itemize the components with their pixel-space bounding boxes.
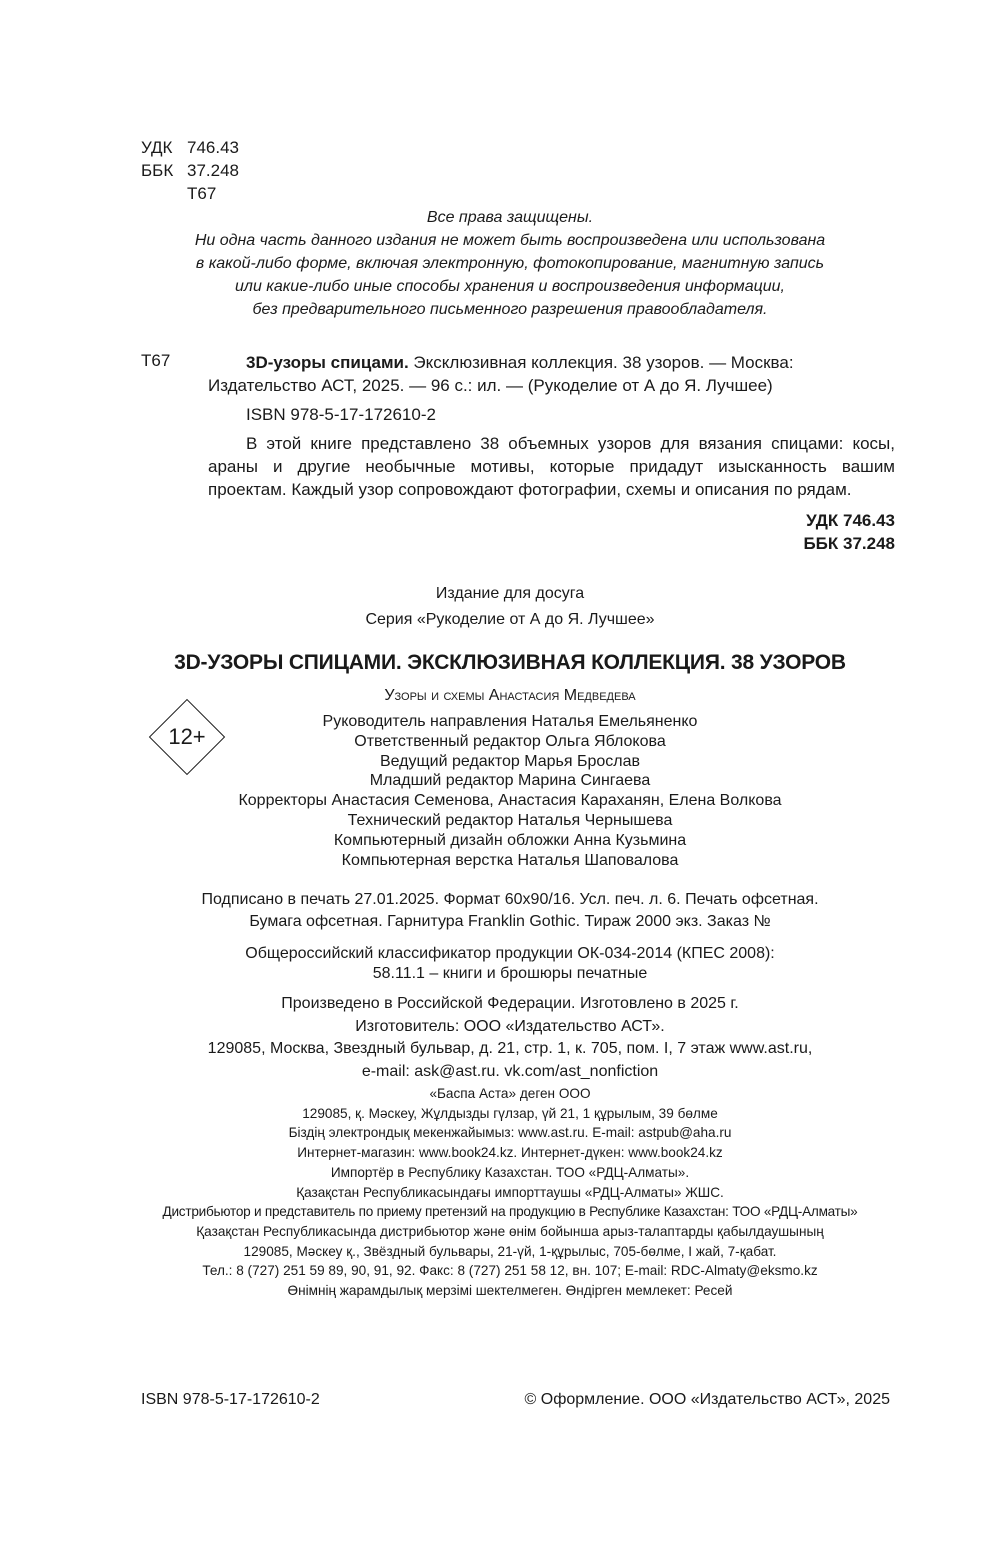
bbk-row: [141, 161, 239, 181]
bib-mark: Т67: [141, 351, 171, 370]
classifier: [100, 944, 920, 984]
bbk-label: ББК: [141, 161, 174, 180]
rights-line: Все права защищены.: [426, 209, 594, 226]
age-rating: 12+: [168, 724, 206, 749]
manufacturer: [80, 993, 940, 1083]
udk-row: [141, 138, 239, 158]
main-title: 3D-УЗОРЫ СПИЦАМИ. ЭКСКЛЮЗИВНАЯ КОЛЛЕКЦИЯ. 38 УЗОРОВ: [174, 651, 846, 674]
rights-line: без предварительного письменного разрешения правообладателя.: [252, 301, 768, 318]
importer-line: Қазақстан Республикасындағы импорттаушы «РДЦ-Алматы» ЖШС.: [296, 1184, 724, 1200]
manufacturer-line: e-mail: ask@ast.ru. vk.com/ast_nonfiction: [361, 1062, 659, 1080]
patterns-author: Узоры и схемы Анастасия Медведева: [384, 687, 636, 704]
importer-line: Біздің электрондық мекенжайымыз: www.ast.ru. E-mail: astpub@aha.ru: [288, 1125, 732, 1141]
credit-line: Компьютерный дизайн обложки Анна Кузьмина: [333, 831, 687, 849]
bib-line-2: Издательство АСТ, 2025. — 96 с.: ил. — (Рукоделие от А до Я. Лучшее): [208, 376, 773, 395]
classifier-line: Общероссийский классификатор продукции ОК-034-2014 (КПЕС 2008):: [245, 945, 775, 962]
author-mark: Т67: [187, 184, 217, 203]
author-mark-row: [141, 184, 239, 204]
udk-block: [141, 138, 239, 204]
edition-series: Серия «Рукоделие от А до Я. Лучшее»: [365, 611, 655, 628]
footer-isbn: ISBN 978-5-17-172610-2: [141, 1391, 320, 1408]
print-info-line: Бумага офсетная. Гарнитура Franklin Gothic. Тираж 2000 экз. Заказ №: [249, 913, 771, 930]
bib-title-line: [208, 351, 895, 374]
edition-type: Издание для досуга: [435, 585, 585, 602]
rights-line: или какие-либо иные способы хранения и воспроизведения информации,: [235, 278, 785, 295]
classifier-line: 58.11.1 – книги и брошюры печатные: [372, 965, 648, 982]
bib-title-bold: 3D-узоры спицами.: [246, 353, 409, 372]
importer-block: [60, 1084, 960, 1301]
print-info: [80, 889, 940, 933]
print-info-line: Подписано в печать 27.01.2025. Формат 60х90/16. Усл. печ. л. 6. Печать офсетная.: [201, 891, 819, 908]
udk-value: 746.43: [187, 138, 239, 157]
credit-line: Младший редактор Марина Сингаева: [369, 772, 651, 790]
credit-line: Ответственный редактор Ольга Яблокова: [354, 732, 666, 750]
udk-label: УДК: [141, 138, 173, 157]
credit-line: Ведущий редактор Марья Брослав: [379, 752, 641, 770]
bibliographic-record: [208, 351, 895, 555]
credit-line: Технический редактор Наталья Чернышева: [347, 811, 673, 829]
importer-line: 129085, Мәскеу қ., Звёздный бульвары, 21-үй, 1-құрылыс, 705-бөлме, I жай, 7-қабат.: [243, 1243, 777, 1259]
bbk-value: 37.248: [187, 161, 239, 180]
bib-annotation: В этой книге представлено 38 объемных узоров для вязания спицами: косы, араны и другие необычные мотивы, которые придадут изысканность вашим проектам. Каждый узор сопровождают фотографии, схемы и описания по рядам.: [208, 434, 895, 499]
importer-line: 129085, қ. Мәскеу, Жұлдызды гүлзар, үй 21, 1 құрылым, 39 бөлме: [302, 1105, 718, 1121]
rights-line: Ни одна часть данного издания не может быть воспроизведена или использована: [194, 232, 826, 249]
manufacturer-line: Изготовитель: ООО «Издательство АСТ».: [355, 1017, 665, 1035]
bib-udk-right: УДК 746.43: [806, 511, 895, 530]
bib-isbn: ISBN 978-5-17-172610-2: [246, 405, 436, 424]
bib-title-rest: Эксклюзивная коллекция. 38 узоров. — Москва:: [408, 353, 794, 372]
importer-line: «Баспа Аста» деген ООО: [429, 1086, 591, 1101]
bib-bbk-right: ББК 37.248: [803, 534, 895, 553]
importer-line: Импортёр в Республику Казахстан. ТОО «РДЦ-Алматы».: [330, 1164, 690, 1180]
credit-line: Корректоры Анастасия Семенова, Анастасия Караханян, Елена Волкова: [238, 792, 782, 810]
rights-notice: [100, 206, 920, 321]
credit-line: Компьютерная верстка Наталья Шаповалова: [341, 851, 679, 869]
importer-line: Қазақстан Республикасында дистрибьютор және өнім бойынша арыз-талаптарды қабылдаушының: [196, 1223, 824, 1239]
rights-line: в какой-либо форме, включая электронную, фотокопирование, магнитную запись: [195, 255, 825, 272]
credit-line: Руководитель направления Наталья Емельяненко: [322, 713, 698, 730]
importer-line: Тел.: 8 (727) 251 59 89, 90, 91, 92. Факс: 8 (727) 251 58 12, вн. 107; E-mail: RDC-Almaty@eksmo.kz: [202, 1263, 818, 1279]
footer-copyright: © Оформление. ООО «Издательство АСТ», 2025: [524, 1391, 890, 1408]
credits: [100, 712, 920, 870]
importer-line: Дистрибьютор и представитель по приему претензий на продукцию в Республике Казахстан: ТОО «РДЦ-Алматы»: [162, 1204, 858, 1220]
manufacturer-line: 129085, Москва, Звездный бульвар, д. 21, стр. 1, к. 705, пом. I, 7 этаж www.ast.ru,: [207, 1040, 813, 1057]
importer-line: Интернет-магазин: www.book24.kz. Интернет-дүкен: www.book24.kz: [297, 1145, 723, 1161]
manufacturer-line: Произведено в Российской Федерации. Изготовлено в 2025 г.: [281, 995, 739, 1012]
importer-line: Өнімнің жарамдылық мерзімі шектелмеген. Өндірген мемлекет: Ресей: [287, 1283, 733, 1299]
